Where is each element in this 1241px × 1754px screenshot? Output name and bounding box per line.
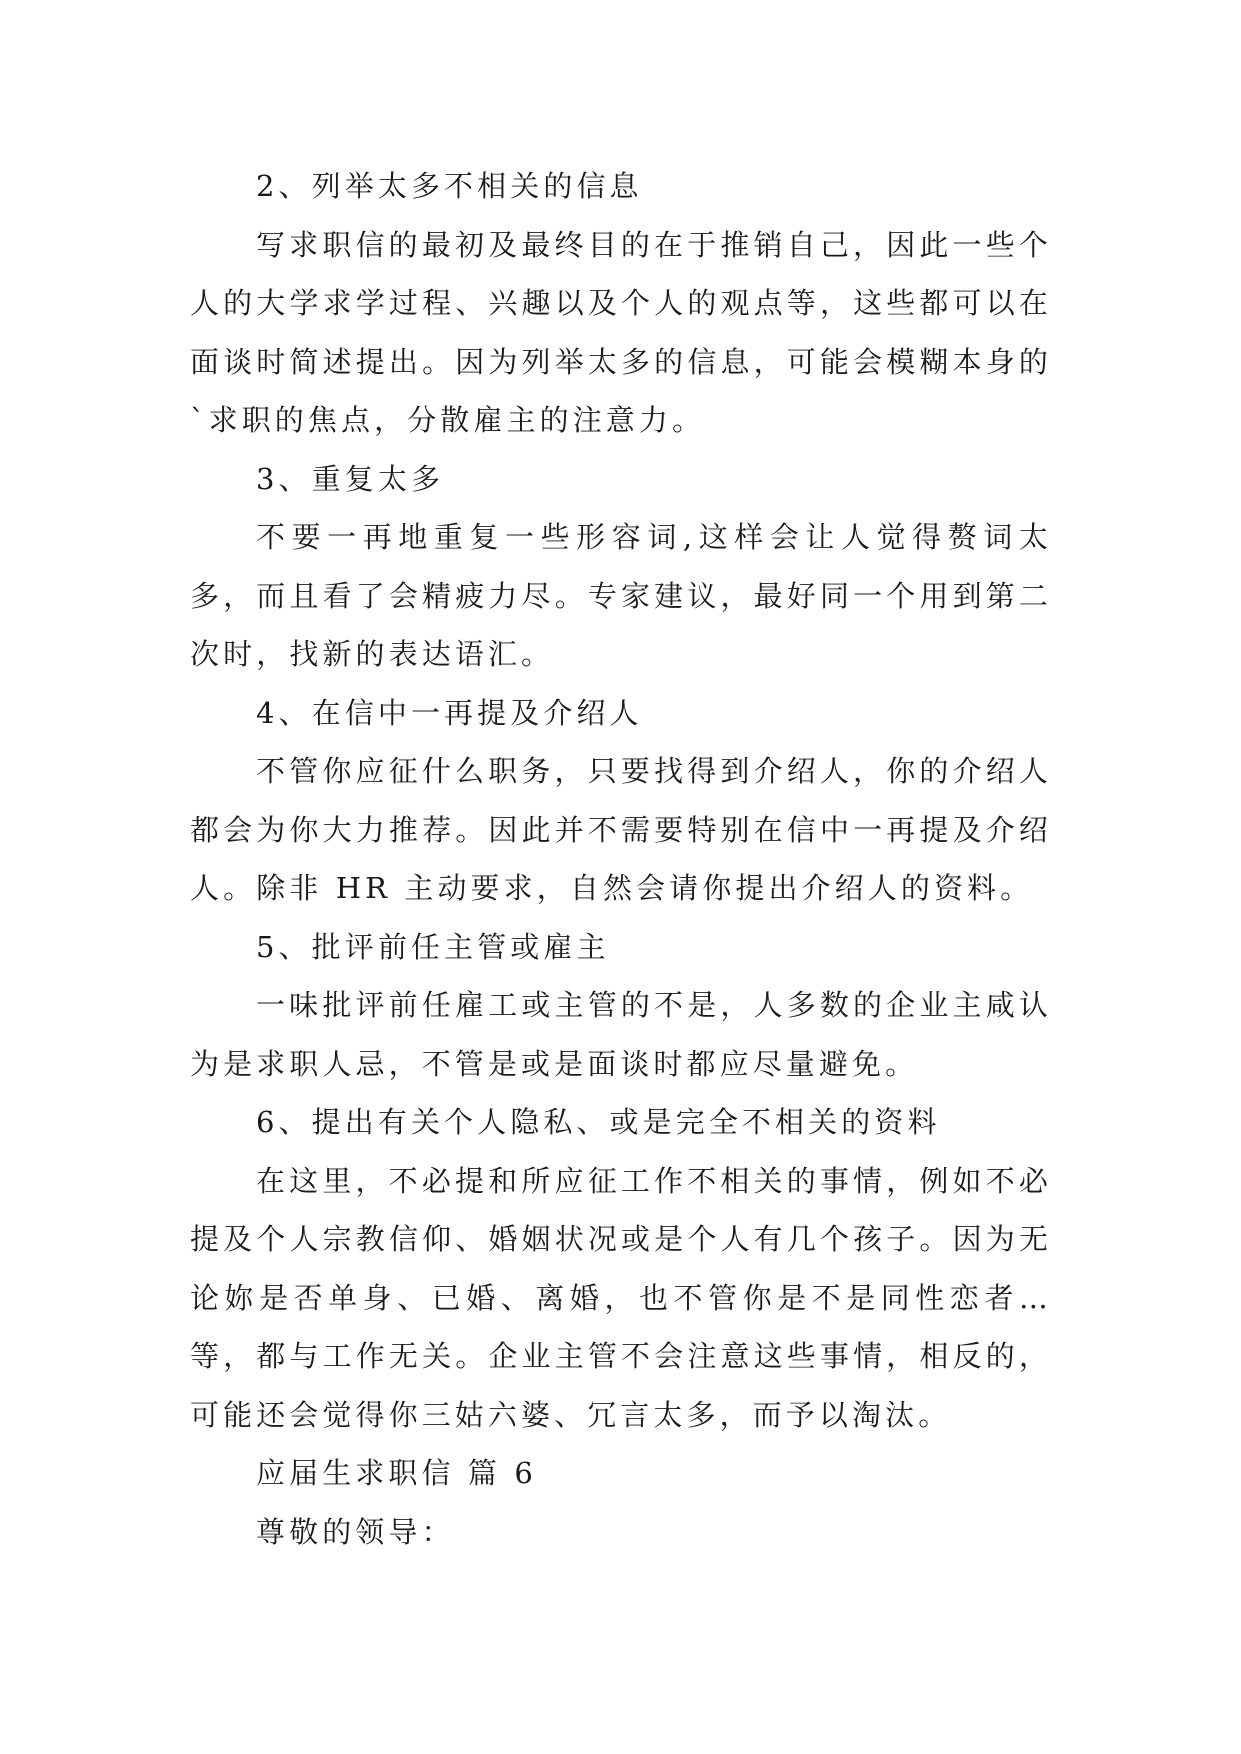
body-paragraph: 写求职信的最初及最终目的在于推销自己，因此一些个人的大学求学过程、兴趣以及个人的观点等，这些都可以在面谈时简述提出。因为列举太多的信息，可能会模糊本身的`求职的焦点，分散雇主的注意力。	[190, 227, 1052, 437]
document-body	[190, 157, 1052, 1561]
article-title: 应届生求职信 篇 6	[256, 1456, 537, 1490]
body-paragraph: 不管你应征什么职务，只要找得到介绍人，你的介绍人都会为你大力推荐。因此并不需要特别在信中一再提及介绍人。除非 HR 主动要求，自然会请你提出介绍人的资料。	[190, 754, 1052, 905]
body-paragraph: 在这里，不必提和所应征工作不相关的事情，例如不必提及个人宗教信仰、婚姻状况或是个人有几个孩子。因为无论妳是否单身、已婚、离婚，也不管你是不是同性恋者…等，都与工作无关。企业主管不会注意这些事情，相反的，可能还会觉得你三姑六婆、冗言太多，而予以淘汰。	[190, 1163, 1052, 1432]
section-heading-5: 5、批评前任主管或雇主	[256, 929, 610, 964]
section-heading-6: 6、提出有关个人隐私、或是完全不相关的资料	[256, 1105, 941, 1139]
body-paragraph: 不要一再地重复一些形容词,这样会让人觉得赘词太多，而且看了会精疲力尽。专家建议，最好同一个用到第二次时，找新的表达语汇。	[190, 520, 1052, 671]
section-heading-2: 2、列举太多不相关的信息	[256, 169, 643, 203]
letter-salutation: 尊敬的领导：	[256, 1514, 455, 1549]
section-heading-4: 4、在信中一再提及介绍人	[256, 695, 643, 730]
section-heading-3: 3、重复太多	[256, 461, 445, 496]
body-paragraph: 一味批评前任雇工或主管的不是，人多数的企业主咸认为是求职人忌，不管是或是面谈时都应尽量避免。	[190, 988, 1052, 1081]
